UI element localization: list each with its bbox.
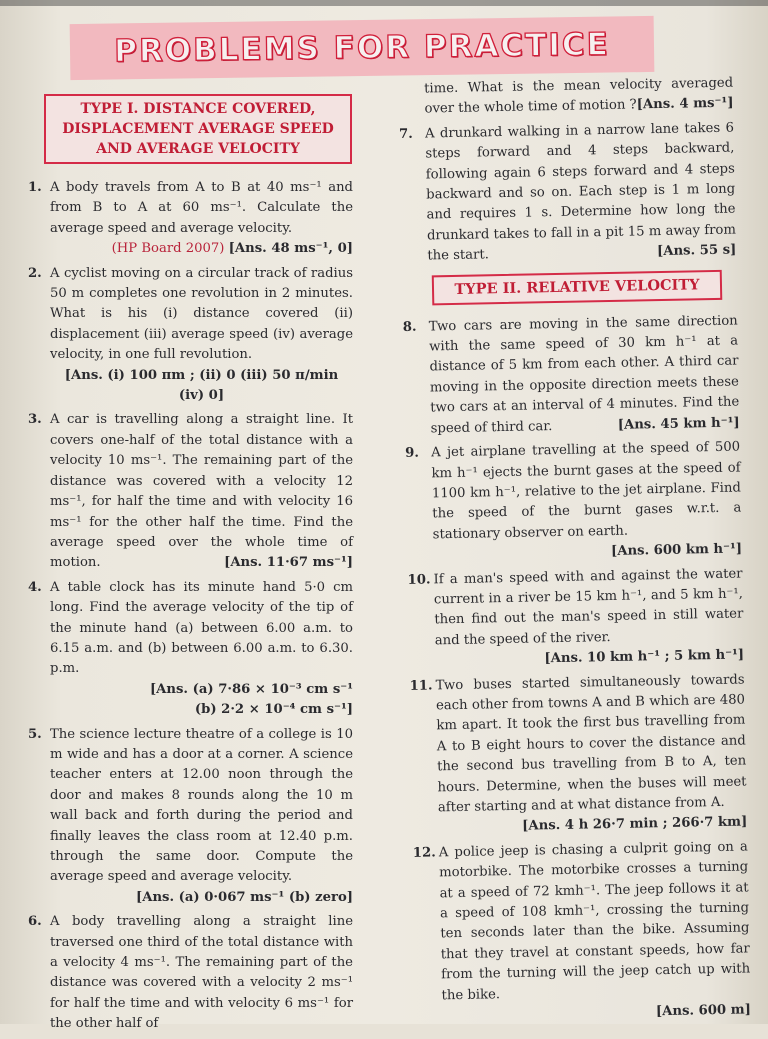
question-number: 4. <box>28 579 42 595</box>
question-6 <box>28 912 353 1034</box>
question-1 <box>28 178 353 260</box>
question-4 <box>28 578 353 721</box>
question-number: 8. <box>402 319 417 335</box>
question-number: 6. <box>28 914 42 930</box>
answer: [Ans. 45 km h⁻¹] <box>617 415 740 433</box>
question-11 <box>409 670 747 840</box>
question-7 <box>399 118 737 267</box>
left-column <box>28 94 353 1039</box>
answer: [Ans. 600 km h⁻¹] <box>610 541 743 560</box>
source-note: (HP Board 2007) <box>111 241 225 257</box>
answer: [Ans. 11·67 ms⁻¹] <box>224 555 353 571</box>
question-text: A table clock has its minute hand 5·0 cm long. Find the average velocity of the tip of the minute hand (a) between 6.00 a.m. to 6.15 a.m. and (b) between 6.00 a.m. to 6.30. p.m. <box>50 579 353 677</box>
answer: [Ans. 4 ms⁻¹] <box>636 95 734 113</box>
question-text: A jet airplane travelling at the speed of 500 km h⁻¹ ejects the burnt gases at the speed of 1100 km h⁻¹, relative to the jet airplane. Find the speed of the burnt gases w.r.t. a stationary observer on earth. <box>431 439 742 543</box>
question-number: 5. <box>28 726 42 742</box>
question-number: 10. <box>407 571 431 588</box>
question-text: Two cars are moving in the same direction with the same speed of 30 km h⁻¹ at a distance of 5 km from each other. A third car moving in the opposite direction meets these two cars at an interval of 4 minutes. Find the speed of third car. <box>428 313 740 437</box>
question-number: 2. <box>28 265 42 281</box>
question-text: A drunkard walking in a narrow lane takes 6 steps forward and 4 steps backward, following again 6 steps forward and 4 steps backward and so on. Each step is 1 m long and requires 1 s. Determine how long the drunkard takes to fall in a pit 15 m away from the start. <box>424 120 737 264</box>
question-text: If a man's speed with and against the water current in a river be 15 km h⁻¹, and 5 km h⁻¹, then find out the man's speed in still water and the speed of the river. <box>433 566 744 649</box>
answer: [Ans. (i) 100 πm ; (ii) 0 (iii) 50 π/min (iv) 0] <box>64 367 339 404</box>
right-column <box>398 74 751 1032</box>
answer: [Ans. 55 s] <box>656 242 737 260</box>
type2-heading: TYPE II. RELATIVE VELOCITY <box>432 269 723 305</box>
question-text: A car is travelling along a straight line. It covers one-half of the total distance with a velocity 10 ms⁻¹. The remaining part of the distance was covered with a velocity 12 ms⁻¹, for half the time and with velocity 16 ms⁻¹ for the other half the time. Find the average speed over the whole time of motion. <box>50 412 353 571</box>
question-number: 12. <box>412 845 436 861</box>
question-number: 11. <box>409 678 433 694</box>
question-number: 3. <box>28 412 42 428</box>
question-text: A cyclist moving on a circular track of radius 50 m completes one revolution in 2 minutes. What is his (i) distance covered (ii) displacement (iii) average speed (iv) average velocity, in one full revolution. <box>50 265 353 363</box>
question-6-continued <box>424 74 734 121</box>
question-3 <box>28 410 353 573</box>
question-text: The science lecture theatre of a college is 10 m wide and has a door at a corner. A science teacher enters at 12.00 noon through the door and makes 8 rounds along the 10 m wall back and forth during the period and finally leaves the class room at 12.40 p.m. through the same door. Compute the average speed and average velocity. <box>50 726 353 885</box>
banner-title: PROBLEMS FOR PRACTICE <box>113 26 611 70</box>
answer-b: (b) 2·2 × 10⁻⁴ cm s⁻¹] <box>194 702 353 718</box>
question-text: A body travelling along a straight line traversed one third of the total distance with a velocity 4 ms⁻¹. The remaining part of the distance was covered with a velocity 2 ms⁻¹ for half the time and with velocity 6 ms⁻¹ for the other half of <box>50 914 353 1032</box>
question-number: 9. <box>405 445 420 462</box>
question-10 <box>407 564 744 672</box>
section-banner <box>70 16 655 80</box>
question-text: Two buses started simultaneously towards each other from towns A and B which are 480 km apart. It took the first bus travelling from A to B eight hours to cover the distance and the second bus travelling from B to A, ten hours. Determine, when the buses will meet after starting and at what distance from A. <box>435 672 747 816</box>
answer: [Ans. 10 km h⁻¹ ; 5 km h⁻¹] <box>544 647 745 667</box>
answer-a: [Ans. (a) 7·86 × 10⁻³ cm s⁻¹ <box>149 681 353 697</box>
page-edge-shadow <box>0 0 768 6</box>
answer: [Ans. 600 m] <box>655 1002 752 1020</box>
question-text: A body travels from A to B at 40 ms⁻¹ and from B to A at 60 ms⁻¹. Calculate the average speed and average velocity. <box>50 180 353 236</box>
answer: [Ans. 4 h 26·7 min ; 266·7 km] <box>522 814 748 835</box>
question-5 <box>28 725 353 909</box>
question-number: 1. <box>28 180 42 195</box>
question-9 <box>405 438 742 567</box>
question-2 <box>28 264 353 407</box>
answer: [Ans. (a) 0·067 ms⁻¹ (b) zero] <box>135 889 353 905</box>
type1-heading: TYPE I. DISTANCE COVERED, DISPLACEMENT AVERAGE SPEED AND AVERAGE VELOCITY <box>44 94 352 164</box>
question-number: 7. <box>398 126 413 142</box>
question-12 <box>413 837 751 1027</box>
question-8 <box>403 311 740 440</box>
question-text-continued: time. What is the mean velocity averaged over the whole time of motion ? <box>424 75 734 117</box>
answer: [Ans. 48 ms⁻¹, 0] <box>228 241 353 257</box>
question-text: A police jeep is chasing a culprit going on a motorbike. The motorbike crosses a turning at a speed of 72 kmh⁻¹. The jeep follows it at a speed of 108 kmh⁻¹, crossing the turning ten seconds later than the bike. Assuming that they travel at constant speeds, how far from the turning will the jeep catch up with the bike. <box>438 839 751 1003</box>
